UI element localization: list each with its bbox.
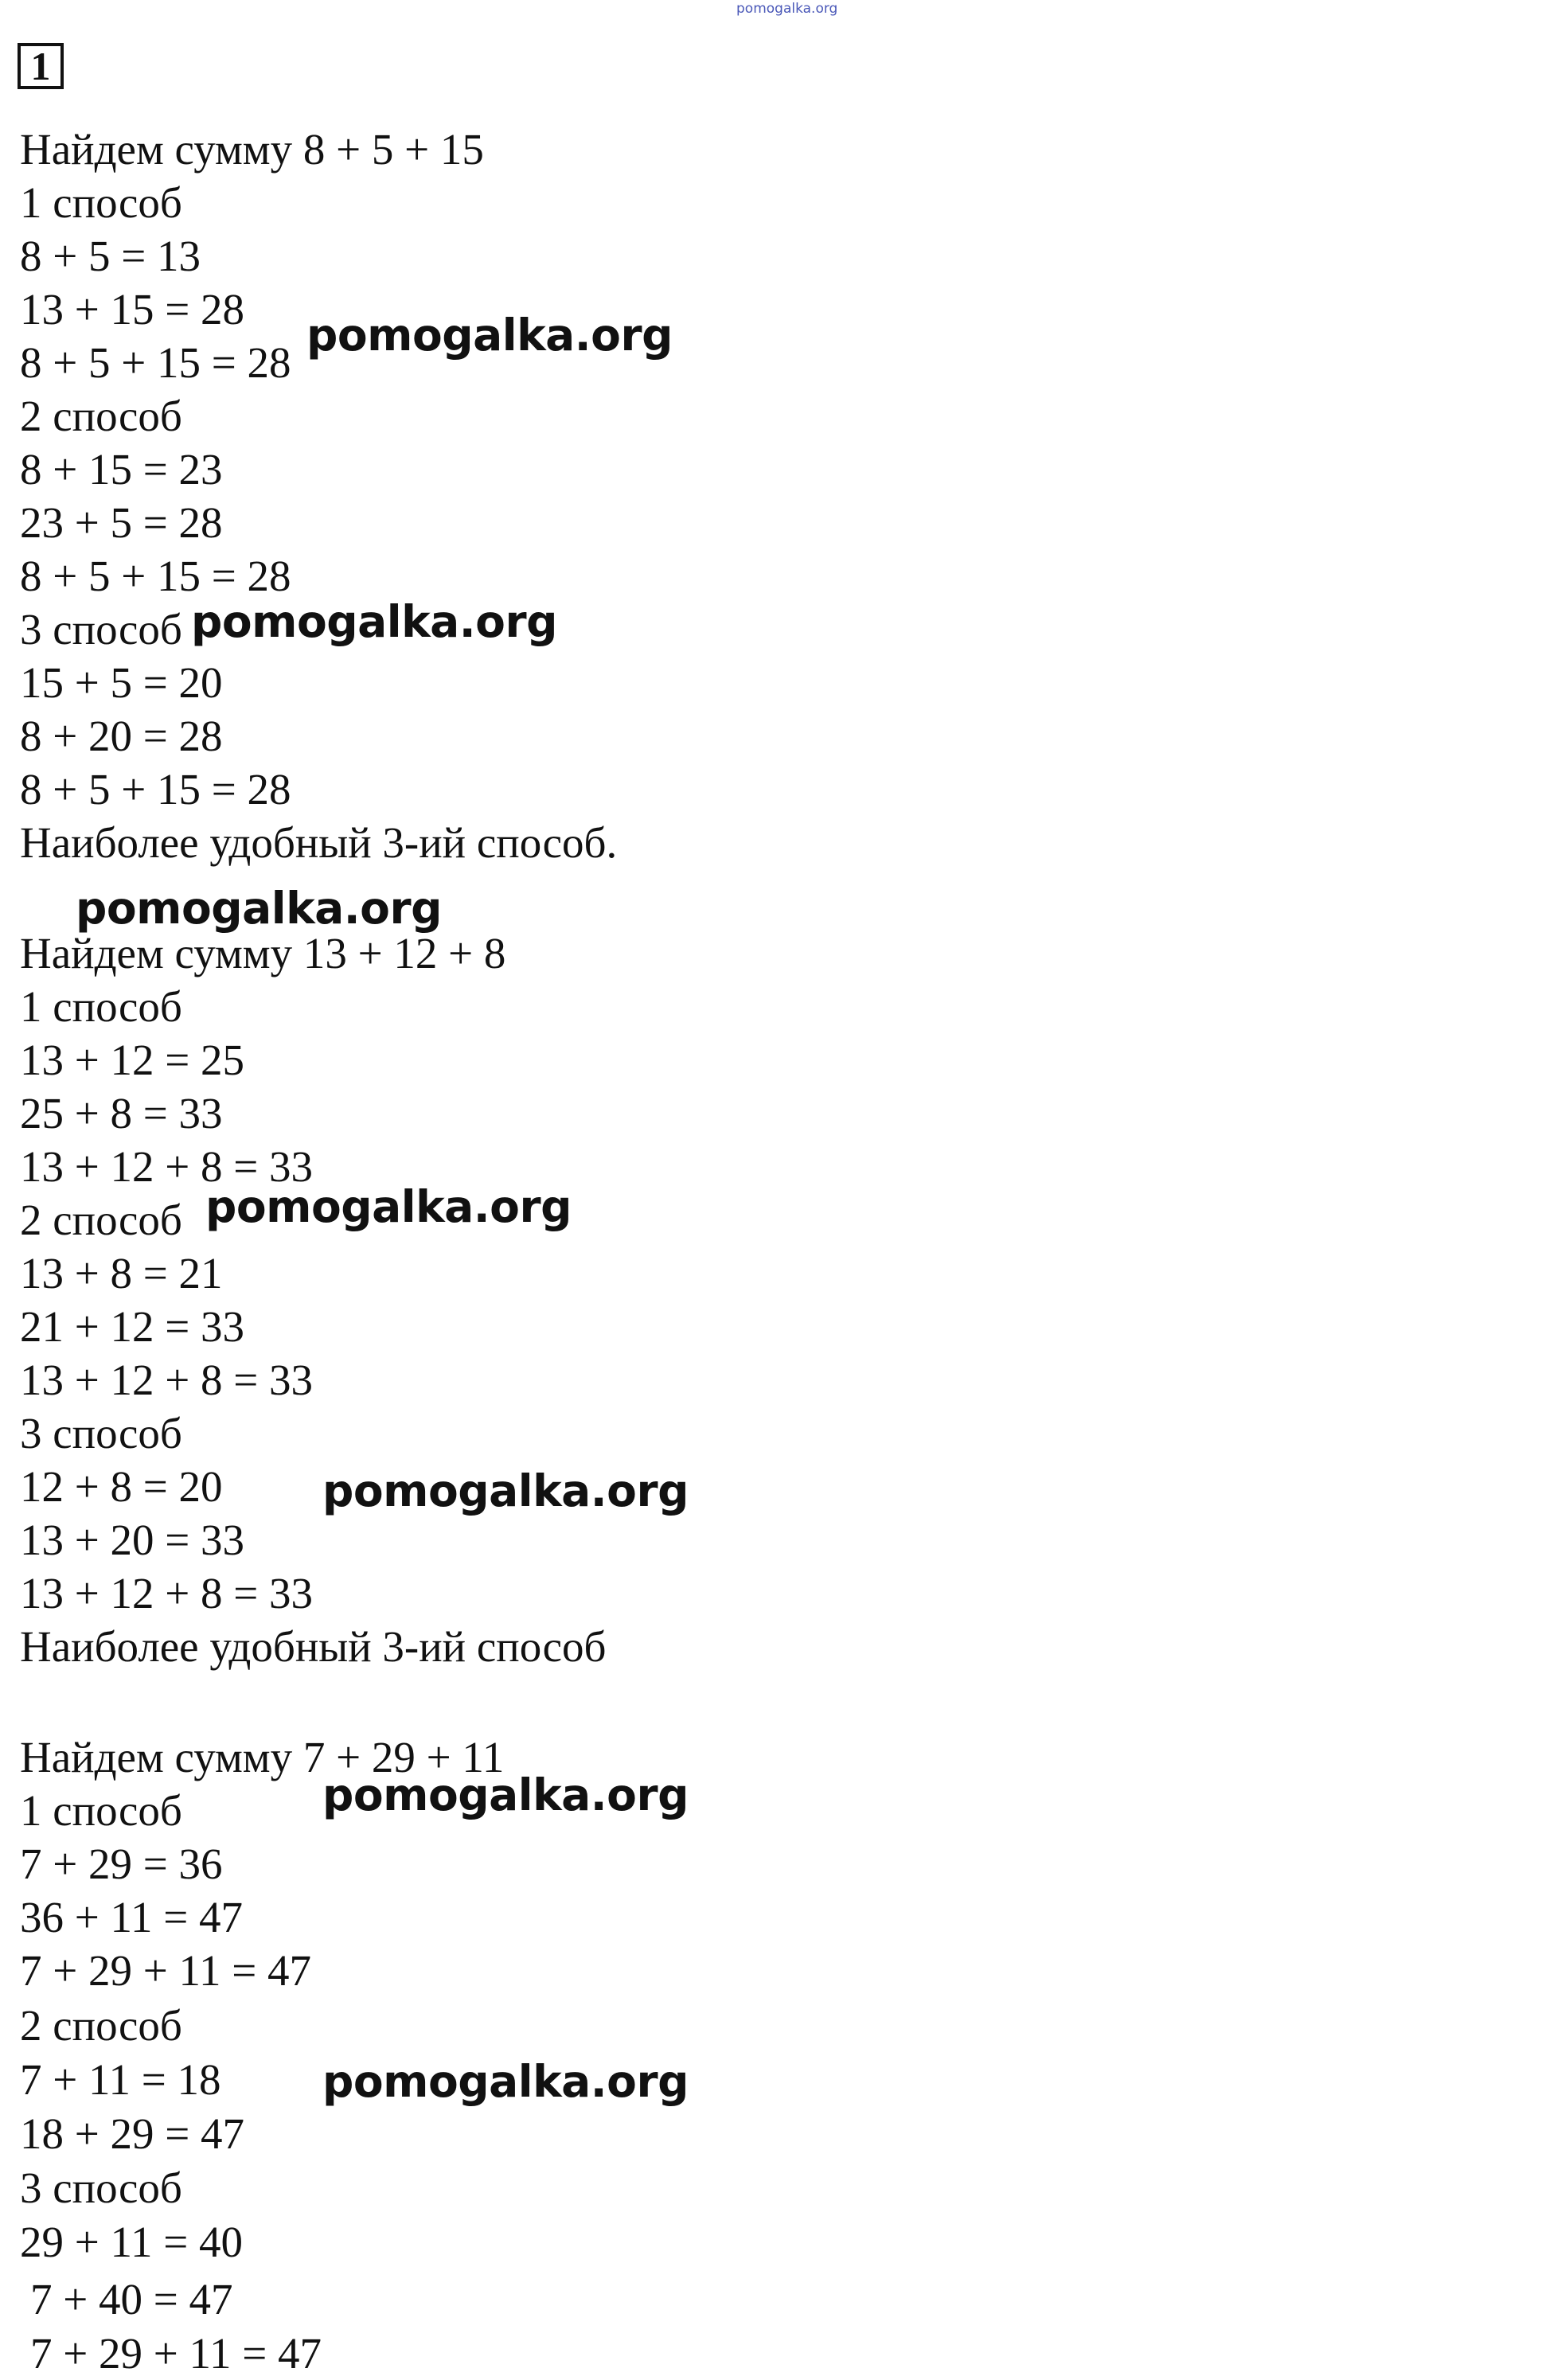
watermark-text: pomogalka.org	[191, 596, 557, 647]
text-line: 8 + 5 + 15 = 28	[20, 765, 291, 813]
text-line: 12 + 8 = 20	[20, 1462, 223, 1511]
text-line: 3 способ	[20, 605, 182, 654]
text-line: 21 + 12 = 33	[20, 1302, 245, 1351]
text-line: 7 + 29 + 11 = 47	[20, 1946, 312, 1995]
text-line: 13 + 12 = 25	[20, 1036, 245, 1084]
section-1-heading: Найдем сумму 8 + 5 + 15	[20, 125, 484, 174]
text-line: 13 + 8 = 21	[20, 1249, 223, 1297]
text-line: 18 + 29 = 47	[20, 2109, 245, 2158]
text-line: 8 + 20 = 28	[20, 712, 223, 760]
text-line: 2 способ	[20, 1196, 182, 1244]
watermark-text: pomogalka.org	[322, 1465, 689, 1516]
text-line: 7 + 40 = 47	[30, 2275, 233, 2323]
text-line: 8 + 5 + 15 = 28	[20, 338, 291, 387]
section-3-heading: Найдем сумму 7 + 29 + 11	[20, 1733, 505, 1781]
text-line: 13 + 15 = 28	[20, 285, 245, 334]
task-number-box: 1	[18, 43, 64, 89]
text-line: 8 + 15 = 23	[20, 445, 223, 494]
text-line: 13 + 20 = 33	[20, 1516, 245, 1564]
text-line: 1 способ	[20, 982, 182, 1031]
conclusion-line: Наиболее удобный 3-ий способ	[20, 1622, 607, 1671]
text-line: 23 + 5 = 28	[20, 498, 223, 547]
site-label-top: pomogalka.org	[736, 1, 838, 17]
text-line: 1 способ	[20, 178, 182, 227]
text-line: 13 + 12 + 8 = 33	[20, 1569, 314, 1617]
conclusion-line: Наиболее удобный 3-ий способ.	[20, 818, 618, 867]
text-line: 29 + 11 = 40	[20, 2218, 243, 2266]
text-line: 8 + 5 = 13	[20, 232, 201, 280]
watermark-text: pomogalka.org	[205, 1181, 572, 1232]
text-line: 7 + 29 + 11 = 47	[30, 2329, 322, 2378]
section-2-heading: Найдем сумму 13 + 12 + 8	[20, 929, 506, 977]
text-line: 13 + 12 + 8 = 33	[20, 1356, 314, 1404]
text-line: 13 + 12 + 8 = 33	[20, 1142, 314, 1191]
text-line: 1 способ	[20, 1786, 182, 1835]
watermark-text: pomogalka.org	[306, 310, 673, 361]
text-line: 25 + 8 = 33	[20, 1089, 223, 1137]
text-line: 3 способ	[20, 1409, 182, 1457]
text-line: 2 способ	[20, 392, 182, 440]
text-line: 2 способ	[20, 2001, 182, 2050]
watermark-text: pomogalka.org	[322, 1769, 689, 1820]
text-line: 15 + 5 = 20	[20, 658, 223, 707]
text-line: 3 способ	[20, 2163, 182, 2212]
text-line: 7 + 29 = 36	[20, 1840, 223, 1888]
watermark-text: pomogalka.org	[76, 883, 442, 934]
text-line: 36 + 11 = 47	[20, 1893, 243, 1941]
text-line: 8 + 5 + 15 = 28	[20, 552, 291, 600]
text-line: 7 + 11 = 18	[20, 2055, 221, 2104]
watermark-text: pomogalka.org	[322, 2056, 689, 2107]
